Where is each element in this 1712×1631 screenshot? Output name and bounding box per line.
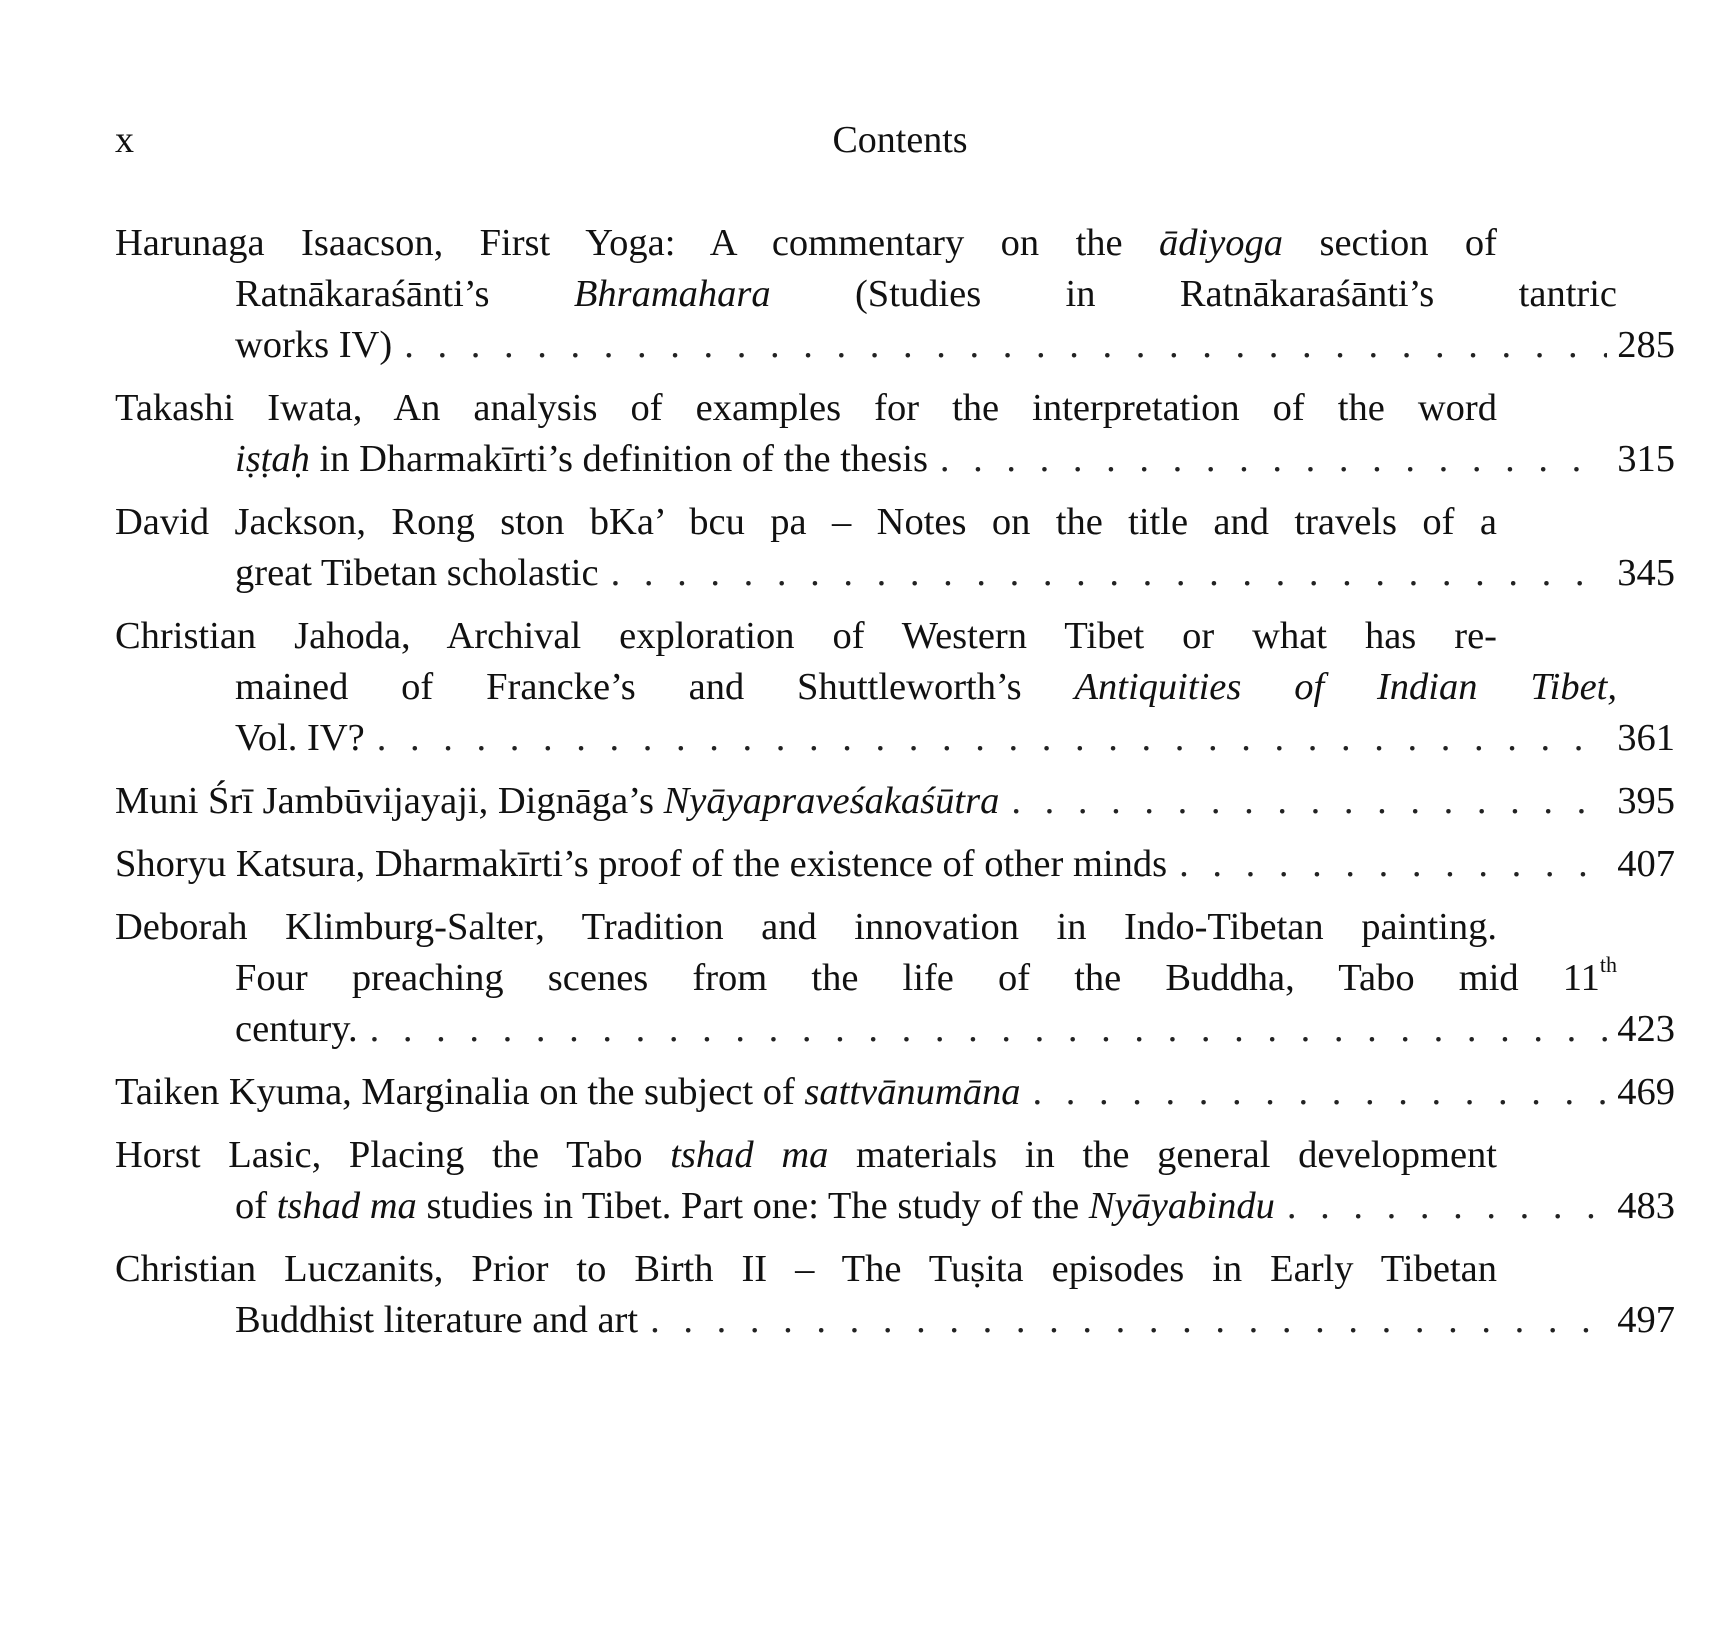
entry-last-line: century. . . . 423 — [235, 1004, 1675, 1055]
entry-page-number: 285 — [1617, 324, 1675, 366]
entry-page-number: 361 — [1617, 717, 1675, 759]
toc-entry[interactable] — [115, 218, 1675, 371]
dot-leader — [611, 548, 1607, 599]
entry-last-line: Buddhist literature and art . . . 497 — [235, 1295, 1675, 1346]
dot-leader — [1011, 776, 1607, 827]
entry-last-line: great Tibetan scholastic . . . 345 — [235, 548, 1675, 599]
entry-page-number: 469 — [1617, 1071, 1675, 1113]
table-of-contents — [115, 218, 1675, 1346]
entry-last-line: Taiken Kyuma, Marginalia on the subject of sattvānumāna . . . 469 — [115, 1067, 1675, 1118]
dot-leader — [377, 713, 1607, 764]
toc-entry[interactable] — [115, 1244, 1675, 1346]
entry-page-number: 315 — [1617, 438, 1675, 480]
entry-last-line: of tshad ma studies in Tibet. Part one: The study of the Nyāyabindu . . . 483 — [235, 1181, 1675, 1232]
entry-title-line: Takashi Iwata, An analysis of examples for the interpretation of the word — [115, 387, 1497, 429]
entry-page-number: 483 — [1617, 1185, 1675, 1227]
toc-entry[interactable] — [115, 1130, 1675, 1232]
page-number: x — [115, 119, 134, 161]
entry-title-line: Horst Lasic, Placing the Tabo tshad ma materials in the general development — [115, 1134, 1497, 1176]
entry-title-line: Ratnākaraśānti’s Bhramahara (Studies in Ratnākaraśānti’s tantric — [235, 273, 1617, 315]
toc-entry[interactable] — [115, 902, 1675, 1055]
toc-entry[interactable] — [115, 383, 1675, 485]
entry-title-line: David Jackson, Rong ston bKa’ bcu pa – Notes on the title and travels of a — [115, 501, 1497, 543]
entry-page-number: 423 — [1617, 1008, 1675, 1050]
dot-leader — [370, 1004, 1607, 1055]
toc-entry[interactable] — [115, 839, 1675, 890]
dot-leader — [940, 434, 1607, 485]
entry-title-line: mained of Francke’s and Shuttleworth’s Antiquities of Indian Tibet, — [235, 666, 1617, 708]
entry-title-line: Four preaching scenes from the life of the Buddha, Tabo mid 11th — [235, 952, 1617, 999]
entry-last-line: Muni Śrī Jambūvijayaji, Dignāga’s Nyāyapraveśakaśūtra . . . 395 — [115, 776, 1675, 827]
running-head: Contents — [832, 119, 968, 161]
dot-leader — [1287, 1181, 1607, 1232]
dot-leader — [1032, 1067, 1607, 1118]
entry-last-line: works IV) . . . 285 — [235, 320, 1675, 371]
entry-title-line: Christian Jahoda, Archival exploration of Western Tibet or what has re- — [115, 615, 1497, 657]
entry-last-line: iṣṭaḥ in Dharmakīrti’s definition of the thesis . . . 315 — [235, 434, 1675, 485]
entry-page-number: 345 — [1617, 552, 1675, 594]
entry-title-line: Harunaga Isaacson, First Yoga: A commentary on the ādiyoga section of — [115, 222, 1498, 264]
entry-page-number: 395 — [1617, 780, 1675, 822]
toc-entry[interactable] — [115, 611, 1675, 764]
entry-last-line: Vol. IV? . . . 361 — [235, 713, 1675, 764]
toc-entry[interactable] — [115, 1067, 1675, 1118]
entry-last-line: Shoryu Katsura, Dharmakīrti’s proof of the existence of other minds . . . 407 — [115, 839, 1675, 890]
entry-title-line: Christian Luczanits, Prior to Birth II – The Tuṣita episodes in Early Tibetan — [115, 1248, 1497, 1290]
dot-leader — [650, 1295, 1607, 1346]
dot-leader — [1179, 839, 1607, 890]
toc-entry[interactable] — [115, 776, 1675, 827]
toc-entry[interactable] — [115, 497, 1675, 599]
dot-leader — [404, 320, 1607, 371]
entry-title-line: Deborah Klimburg-Salter, Tradition and innovation in Indo-Tibetan painting. — [115, 906, 1497, 948]
entry-page-number: 497 — [1617, 1299, 1675, 1341]
entry-page-number: 407 — [1617, 843, 1675, 885]
